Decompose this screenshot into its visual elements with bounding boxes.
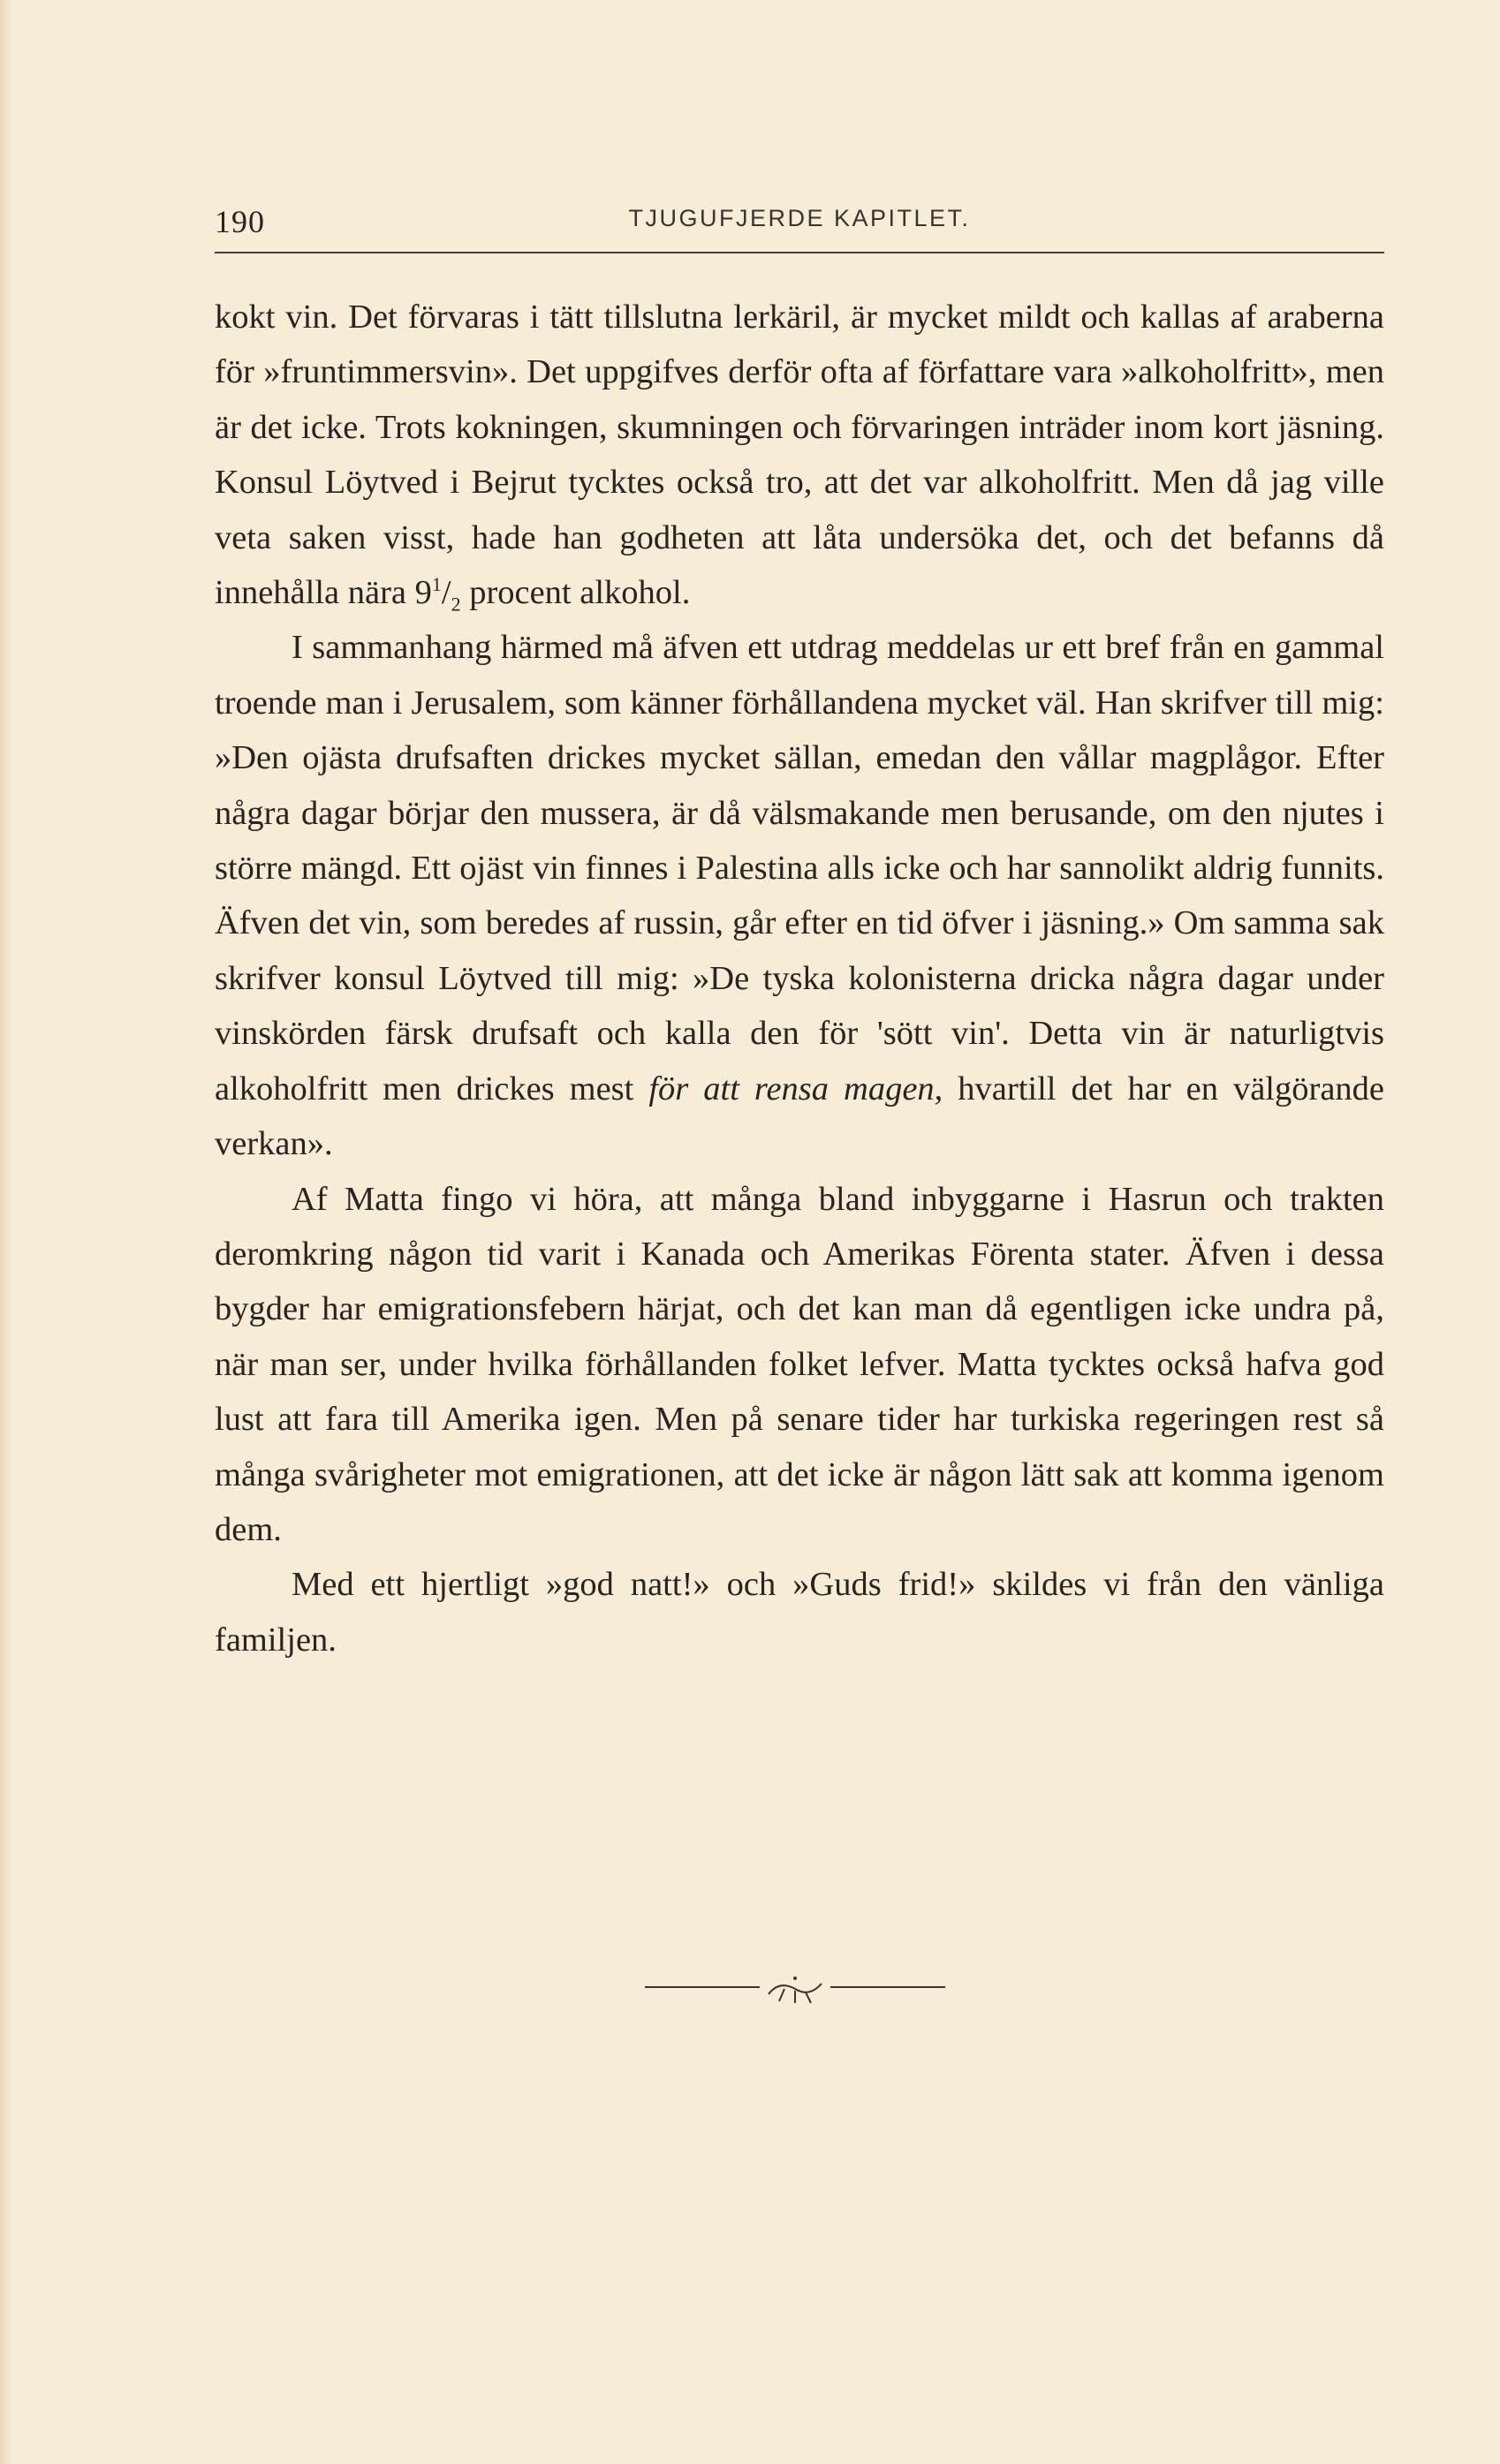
header-rule bbox=[215, 252, 1384, 253]
paragraph-2-text: I sammanhang härmed må äfven ett utdrag meddelas ur ett bref från en gammal troende man i Jerusalem, som känner förhållandena mycket väl. Han skrifver till mig: »Den ojästa drufsaften drickes mycket sällan, emedan den vållar magplågor. Efter några dagar börjar den mussera, är då välsmakande men berusande, om den njutes i större mängd. Ett ojäst vin finnes i Palestina alls icke och har sannolikt aldrig funnits. Äfven det vin, som beredes af russin, går efter en tid öfver i jäsning.» Om samma sak skrifver konsul Löytved till mig: »De tyska kolonisterna dricka några dagar under vinskörden färsk drufsaft och kalla den för 'sött vin'. Detta vin är naturligtvis alkoholfritt men drickes mest bbox=[215, 629, 1384, 1107]
paragraph-1 bbox=[215, 290, 1384, 620]
running-title: TJUGUFJERDE KAPITLET. bbox=[628, 205, 971, 231]
page-edge bbox=[0, 0, 12, 2464]
fraction-slash: / bbox=[441, 574, 451, 612]
paragraph-1-text: kokt vin. Det förvaras i tätt tillslutna lerkäril, är mycket mildt och kallas af araberna för »fruntimmersvin». Det uppgifves derför ofta af författare vara »alkoholfritt», men är det icke. Trots kokningen, skumningen och förvaringen inträder inom kort jäsning. Konsul Löytved i Bejrut tycktes också tro, att det var alkoholfritt. Men då jag ville veta saken visst, hade han godheten att låta undersöka det, och det befanns då innehålla nära 9 bbox=[215, 299, 1384, 612]
paragraph-2-italic: för att rensa magen, bbox=[648, 1069, 943, 1107]
fraction-numerator: 1 bbox=[431, 573, 442, 596]
page-header bbox=[215, 196, 1384, 249]
paragraph-3: Af Matta fingo vi höra, att många bland inbyggarne i Hasrun och trakten deromkring någon tid varit i Kanada och Amerikas Förenta stater. Äfven i dessa bygder har emigrationsfebern härjat, och det kan man då egentligen icke undra på, när man ser, under hvilka förhållanden folket lefver. Matta tycktes också hafva god lust att fara till Amerika igen. Men på senare tider har turkiska regeringen rest så många svårigheter mot emigrationen, att det icke är någon lätt sak att komma igenom dem. bbox=[215, 1180, 1384, 1548]
body-text bbox=[215, 290, 1384, 1667]
tailpiece-ornament-icon bbox=[645, 1968, 945, 2012]
paragraph-2-tail: hvartill det har en välgörande verkan». bbox=[215, 1069, 1385, 1163]
fraction-denominator: 2 bbox=[451, 593, 461, 616]
paragraph-1-tail: procent alkohol. bbox=[460, 574, 691, 612]
paragraph-4: Med ett hjertligt »god natt!» och »Guds frid!» skildes vi från den vänliga familjen. bbox=[215, 1566, 1384, 1659]
paragraph-2 bbox=[215, 620, 1384, 1171]
page-number: 190 bbox=[215, 204, 265, 239]
